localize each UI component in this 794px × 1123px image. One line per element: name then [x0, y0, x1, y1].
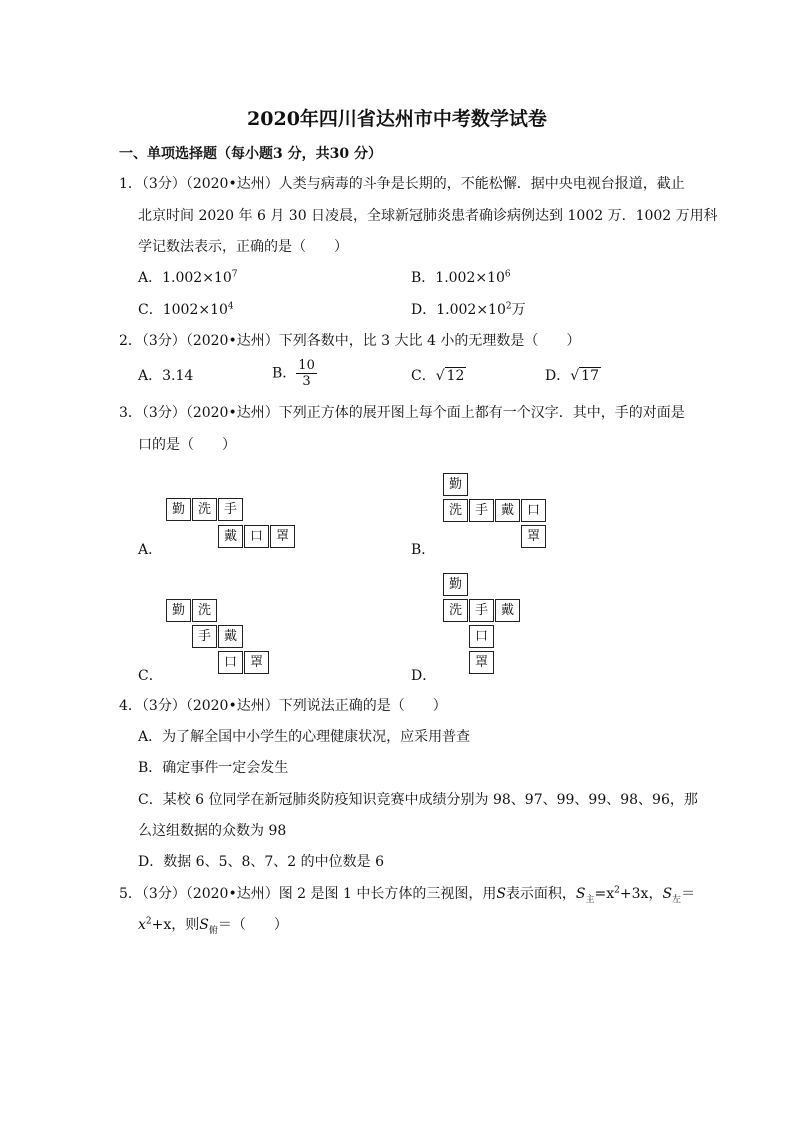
text: ＝	[681, 886, 696, 902]
question-1-option-b	[411, 268, 511, 288]
net-cell: 勤	[166, 599, 191, 622]
question-1-option-a	[138, 268, 237, 288]
question-1-option-c	[138, 300, 234, 320]
question-1-line-3: 学记数法表示，正确的是（ ）	[138, 239, 348, 255]
text: 表示面积，	[505, 886, 576, 902]
option-label: D．	[411, 302, 437, 318]
exponent: 2	[145, 916, 152, 927]
exponent: 2	[614, 885, 620, 896]
option-label: C．	[411, 368, 436, 384]
net-cell: 口	[244, 525, 269, 548]
variable: x	[138, 917, 146, 933]
text: +x，则	[151, 917, 200, 933]
net-cell: 洗	[192, 599, 217, 622]
net-cell: 戴	[495, 499, 520, 522]
question-3-option-a-label: A．	[138, 542, 163, 558]
net-cell: 罩	[469, 651, 494, 674]
question-1-line-1: 1．（3分）（2020•达州）人类与病毒的斗争是长期的，不能松懈．据中央电视台报道，截止	[119, 176, 685, 192]
exponent: 7	[231, 269, 238, 280]
net-cell: 洗	[443, 599, 468, 622]
radical-sign: √	[435, 368, 445, 384]
net-cell: 戴	[495, 599, 520, 622]
text: +3x，	[619, 886, 663, 902]
question-3-line-2: 口的是（ ）	[138, 437, 236, 453]
denominator: 3	[302, 374, 311, 389]
text: 5．（3分）（2020•达州）图 2 是图 1 中长方体的三视图，用	[119, 886, 497, 902]
fraction	[296, 358, 317, 389]
net-cell: 勤	[443, 573, 468, 596]
question-2-stem: 2．（3分）（2020•达州）下列各数中，比 3 大比 4 小的无理数是（ ）	[119, 333, 581, 349]
net-cell: 罩	[270, 525, 295, 548]
question-2-option-c	[411, 366, 466, 386]
option-label: D．	[545, 368, 571, 384]
exponent: 6	[504, 269, 511, 280]
option-label: B．	[272, 365, 297, 382]
question-1-option-d	[411, 300, 526, 320]
net-cell: 手	[469, 499, 494, 522]
exponent: 4	[227, 301, 234, 312]
net-cell: 口	[521, 499, 546, 522]
net-cell: 戴	[218, 525, 243, 548]
option-label: C．	[138, 302, 163, 318]
page-title: 2020年四川省达州市中考数学试卷	[247, 108, 547, 130]
exponent: 2	[505, 301, 512, 312]
question-2-option-d	[545, 366, 601, 386]
option-label: A．	[138, 270, 163, 286]
option-label: A．	[138, 368, 163, 384]
symbol-s: S	[496, 886, 506, 902]
numerator: 10	[298, 358, 315, 373]
question-4-option-d: D．数据 6、5、8、7、2 的中位数是 6	[138, 854, 385, 870]
question-1-line-2: 北京时间 2020 年 6 月 30 日凌晨，全球新冠肺炎患者确诊病例达到 1002 万．1002 万用科	[138, 208, 718, 224]
subscript: 俯	[208, 925, 218, 936]
radical-sign: √	[570, 368, 580, 384]
net-cell: 戴	[218, 625, 243, 648]
option-suffix: 万	[511, 302, 526, 318]
question-5-line-1	[119, 884, 695, 904]
option-label: B．	[411, 270, 436, 286]
subscript: 左	[672, 894, 682, 905]
net-cell: 手	[218, 498, 243, 521]
option-value: 1002×10	[162, 302, 228, 318]
symbol-s: S	[575, 886, 586, 902]
question-4-option-b: B．确定事件一定会发生	[138, 760, 289, 776]
question-3-option-c-label: C．	[138, 668, 163, 684]
square-root	[436, 366, 467, 386]
net-cell: 勤	[166, 498, 191, 521]
net-cell: 口	[469, 625, 494, 648]
text: ＝（ ）	[217, 917, 288, 933]
question-3-option-d-label: D．	[411, 668, 437, 684]
net-cell: 洗	[443, 499, 468, 522]
question-4-option-c-line-2: 么这组数据的众数为 98	[138, 823, 287, 839]
net-cell: 洗	[192, 498, 217, 521]
net-cell: 手	[192, 625, 217, 648]
section-heading: 一、单项选择题（每小题3 分，共30 分）	[119, 146, 382, 162]
net-cell: 勤	[443, 473, 468, 496]
radicand: 12	[446, 368, 465, 384]
question-4-stem: 4．（3分）（2020•达州）下列说法正确的是（ ）	[119, 698, 447, 714]
net-cell: 口	[218, 651, 243, 674]
subscript: 主	[585, 894, 595, 905]
symbol-s: S	[662, 886, 673, 902]
option-value: 3.14	[162, 368, 194, 384]
net-cell: 罩	[244, 651, 269, 674]
net-cell: 罩	[521, 525, 546, 548]
question-4-option-a: A．为了解全国中小学生的心理健康状况，应采用普查	[138, 729, 471, 745]
question-4-option-c-line-1: C．某校 6 位同学在新冠肺炎防疫知识竞赛中成绩分别为 98、97、99、99、98、96，那	[138, 792, 698, 808]
option-value: 1.002×10	[436, 302, 506, 318]
question-2-option-a	[138, 366, 193, 386]
question-3-line-1: 3．（3分）（2020•达州）下列正方体的展开图上每个面上都有一个汉字．其中，手的对面是	[119, 405, 685, 421]
net-cell: 手	[469, 599, 494, 622]
option-value: 1.002×10	[162, 270, 232, 286]
radicand: 17	[581, 368, 599, 384]
question-5-line-2	[138, 915, 288, 935]
text: =x	[594, 886, 615, 902]
symbol-s: S	[199, 917, 209, 933]
square-root	[570, 366, 601, 386]
question-2-option-b	[272, 358, 317, 389]
question-3-option-b-label: B．	[411, 542, 436, 558]
option-value: 1.002×10	[435, 270, 505, 286]
